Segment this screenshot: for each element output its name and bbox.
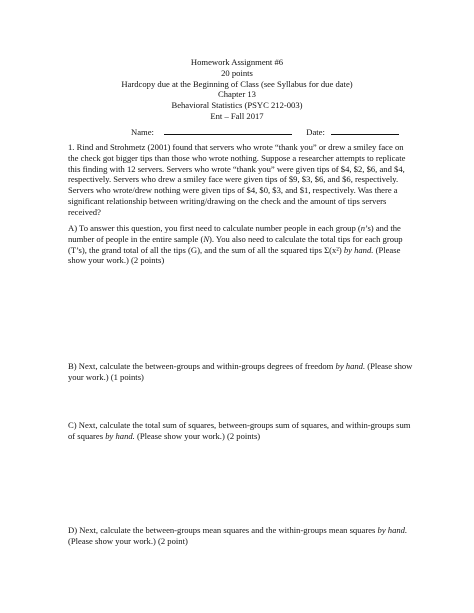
question-c-text-1: C) Next, calculate the total sum of squares, between-groups sum of squares, and within-groups sum of squares xyxy=(68,420,411,441)
question-c-text-2: (Please show your work.) (2 points) xyxy=(134,430,261,441)
course-line: Behavioral Statistics (PSYC 212-003) xyxy=(171,100,303,111)
question-1: 1. Rind and Strohmetz (2001) found that servers who wrote “thank you” or drew a smiley face on the check got bigger tips than those who wrote nothing. Suppose a researcher attempts to replicate this finding with 12 servers. Servers who wrote “thank you” were given tips of $4, $2, $6, and $4, respectively. Servers who drew a smiley face were given tips of $9, $3, $6, and $6, respectively. Servers who wrote/drew nothing were given tips of $4, $0, $3, and $1, respectively. Was there a significant relationship between writing/drawing on the check and the amount of tips servers received? xyxy=(68,142,406,217)
question-a-text-4: (Please show your work.) (2 points) xyxy=(68,244,401,266)
question-a-text-1: A) To answer this question, you first need to calculate number people in each group ( xyxy=(68,223,361,233)
question-d-text-1: D) Next, calculate the between-groups mean squares and the within-groups mean squares xyxy=(68,525,378,535)
question-a-N-symbol: N xyxy=(203,233,210,244)
question-d xyxy=(68,525,413,547)
question-a xyxy=(68,223,413,266)
date-blank xyxy=(331,126,399,135)
date-label: Date: xyxy=(306,127,325,137)
chapter-line: Chapter 13 xyxy=(218,89,256,100)
name-label: Name: xyxy=(131,127,154,137)
question-a-text-2: ’s) and the number of people in the entire sample ( xyxy=(68,223,401,244)
question-c-by-hand: by hand. xyxy=(105,430,135,441)
question-b-text-1: B) Next, calculate the between-groups and within-groups degrees of freedom xyxy=(68,361,336,371)
question-b xyxy=(68,361,413,383)
hardcopy-line: Hardcopy due at the Beginning of Class (see Syllabus for due date) xyxy=(121,78,353,89)
points-line: 20 points xyxy=(221,67,253,78)
question-b-text-2: (Please show your work.) (1 points) xyxy=(68,361,413,382)
question-a-by-hand: by hand. xyxy=(343,244,374,255)
question-c xyxy=(68,420,413,442)
assignment-title: Homework Assignment #6 xyxy=(190,57,284,67)
question-b-by-hand: by hand. xyxy=(335,361,366,371)
question-a-n-symbol: n xyxy=(360,223,366,233)
term-line: Ent – Fall 2017 xyxy=(210,110,264,121)
question-d-text-2: (Please show your work.) (2 point) xyxy=(68,535,188,546)
assignment-header xyxy=(0,57,474,122)
question-d-by-hand: by hand. xyxy=(377,525,408,535)
question-a-text-3: ). You also need to calculate the total tips for each group (T’s), the grand total of all the tips (G), and the sum of all the squared tips Σ(x²) xyxy=(68,233,403,255)
name-blank xyxy=(164,126,292,135)
name-date-line xyxy=(131,126,399,137)
